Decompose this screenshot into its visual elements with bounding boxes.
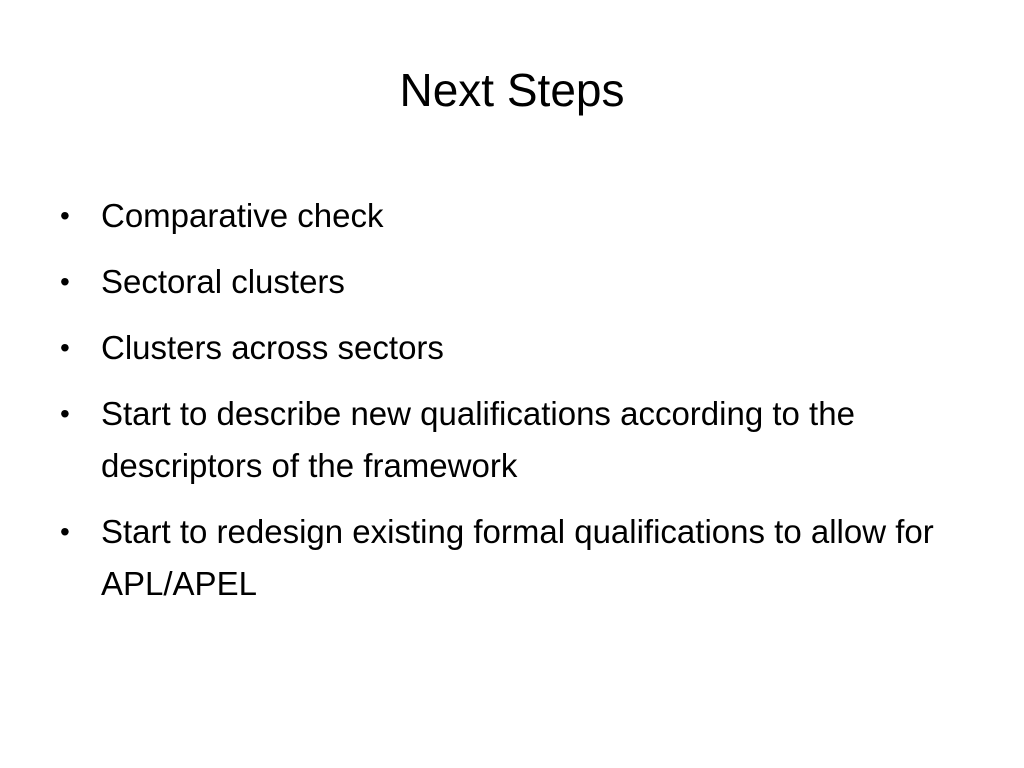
bullet-text: Start to describe new qualifications according to the descriptors of the framework xyxy=(101,395,855,484)
bullet-item xyxy=(60,256,960,308)
bullet-item xyxy=(60,322,960,374)
bullet-list xyxy=(60,190,960,610)
bullet-icon: • xyxy=(60,398,70,429)
slide-title: Next Steps xyxy=(399,64,625,116)
bullet-text: Start to redesign existing formal qualifications to allow for APL/APEL xyxy=(101,513,934,602)
bullet-text: Clusters across sectors xyxy=(101,329,444,366)
bullet-icon: • xyxy=(60,516,70,547)
bullet-text: Comparative check xyxy=(101,197,384,234)
bullet-item xyxy=(60,506,960,610)
bullet-item xyxy=(60,190,960,242)
bullet-text: Sectoral clusters xyxy=(101,263,345,300)
bullet-icon: • xyxy=(60,266,70,297)
bullet-item xyxy=(60,388,960,492)
bullet-icon: • xyxy=(60,332,70,363)
bullet-icon: • xyxy=(60,200,70,231)
